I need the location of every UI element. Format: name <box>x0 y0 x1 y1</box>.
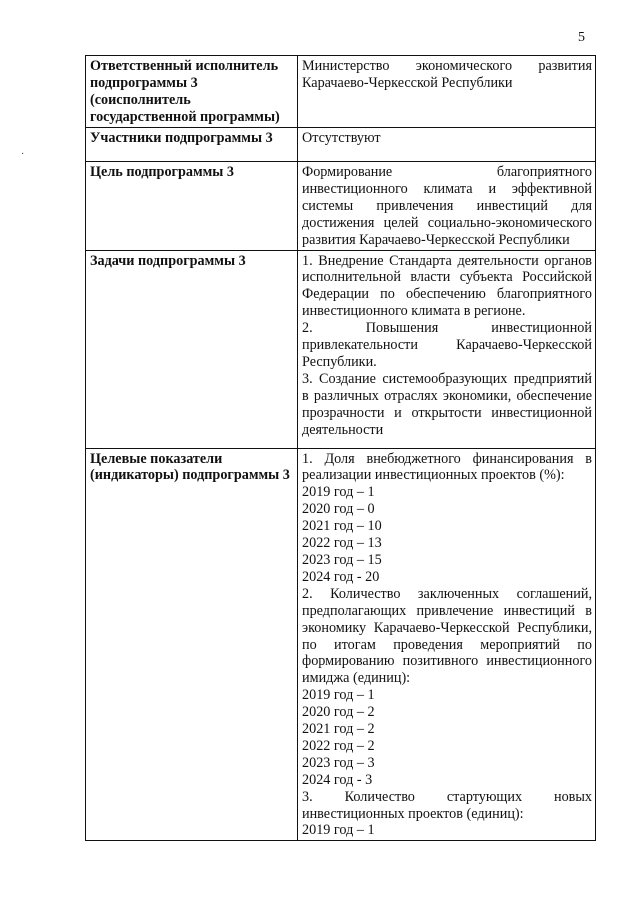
row-label: Ответственный исполнитель подпрограммы 3 (соисполнитель государственной программы) <box>86 56 298 128</box>
row-content <box>298 56 596 128</box>
row-content <box>298 128 596 162</box>
row-label: Участники подпрограммы 3 <box>86 128 298 162</box>
row-content <box>298 162 596 251</box>
content-line: Министерство экономического развития Карачаево-Черкесской Республики <box>302 58 592 91</box>
row-content <box>298 448 596 841</box>
margin-dot: · <box>21 149 25 160</box>
table-row <box>86 162 596 251</box>
table-row <box>86 128 596 162</box>
row-label: Цель подпрограммы 3 <box>86 162 298 251</box>
content-line: 2022 год – 2 <box>302 737 375 754</box>
content-line: 3. Создание системообразующих предприятий в различных отраслях экономики, обеспечение прозрачности и открытости инвестиционной деятельности <box>302 370 592 438</box>
table-row <box>86 56 596 128</box>
page-number: 5 <box>578 30 585 45</box>
content-line: 2024 год - 20 <box>302 568 380 585</box>
content-line: Формирование благоприятного инвестиционного климата и эффективной системы привлечения инвестиций для достижения целей социально-экономического развития Карачаево-Черкесской Республики <box>302 164 592 248</box>
content-line: 2023 год – 3 <box>302 754 375 771</box>
row-content <box>298 250 596 448</box>
table-row <box>86 448 596 841</box>
content-line: 2. Количество заключенных соглашений, предполагающих привлечение инвестиций в экономику Карачаево-Черкесской Республики, по итогам проведения мероприятий по формированию позитивного инвестиционного имиджа (единиц): <box>302 585 592 687</box>
content-line: 1. Доля внебюджетного финансирования в реализации инвестиционных проектов (%): <box>302 450 592 484</box>
content-line: 2022 год – 13 <box>302 535 382 552</box>
content-line: 2024 год - 3 <box>302 771 373 788</box>
content-line: 2021 год – 2 <box>302 721 375 738</box>
content-line: 2021 год – 10 <box>302 518 382 535</box>
content-line: 2020 год – 2 <box>302 704 375 721</box>
content-line: 2019 год – 1 <box>302 484 375 501</box>
content-line: 2023 год – 15 <box>302 551 382 568</box>
content-line: Отсутствуют <box>302 130 381 146</box>
content-line: 3. Количество стартующих новых инвестиционных проектов (единиц): <box>302 788 592 822</box>
content-line: 2. Повышения инвестиционной привлекательности Карачаево-Черкесской Республики. <box>302 320 592 370</box>
row-label: Целевые показатели (индикаторы) подпрограммы 3 <box>86 448 298 841</box>
content-line: 2020 год – 0 <box>302 501 375 518</box>
subprogram-passport-table <box>85 55 596 841</box>
table-row <box>86 250 596 448</box>
row-label: Задачи подпрограммы 3 <box>86 250 298 448</box>
content-line: 2019 год – 1 <box>302 687 375 704</box>
content-line: 2019 год – 1 <box>302 822 375 839</box>
content-line: 1. Внедрение Стандарта деятельности органов исполнительной власти субъекта Российской Федерации по обеспечению благоприятного инвестиционного климата в регионе. <box>302 252 592 320</box>
